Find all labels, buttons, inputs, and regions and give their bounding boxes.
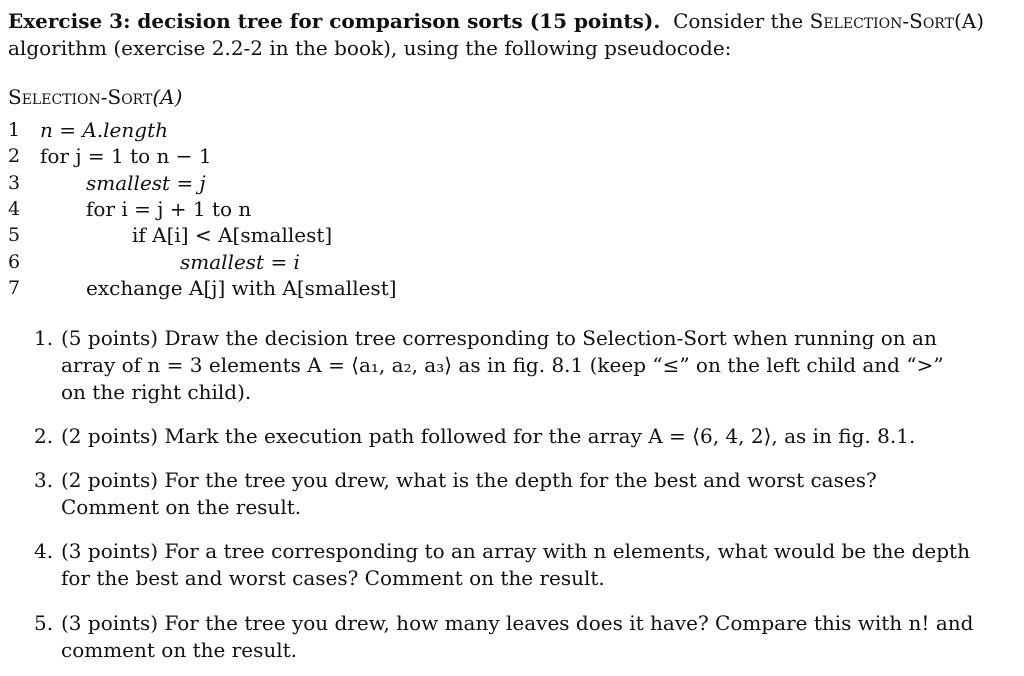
question-3 (34, 467, 974, 521)
intro-algo-arg: (A) (953, 9, 985, 33)
question-number: 2. (34, 424, 54, 448)
exercise-heading: Exercise 3: decision tree for comparison sorts (15 points). (8, 9, 661, 33)
line-number: 2 (8, 145, 21, 167)
code-line-2: for j = 1 to n − 1 (40, 144, 212, 168)
intro-text: Consider the (673, 9, 804, 33)
code-line-3: smallest = j (86, 171, 206, 195)
line-number: 1 (8, 119, 21, 141)
code-line-6: smallest = i (180, 250, 300, 274)
question-4 (34, 538, 974, 592)
intro-line-2: algorithm (exercise 2.2-2 in the book), using the following pseudocode: (8, 36, 732, 60)
pseudocode-title (8, 84, 182, 110)
question-text: (5 points) Draw the decision tree corresponding to Selection-Sort when running on an array of n = 3 elements A = ⟨a₁, a₂, a₃⟩ as in fig. 8.1 (keep “≤” on the left child and “>” on the right child). (61, 326, 944, 404)
code-line-7: exchange A[j] with A[smallest] (86, 276, 397, 300)
code-line-4: for i = j + 1 to n (86, 197, 252, 221)
intro-algo-name: Selection-Sort (809, 9, 954, 33)
question-number: 4. (34, 539, 54, 563)
code-line-1: n = A.length (40, 118, 168, 142)
question-1 (34, 325, 974, 406)
pseudocode-title-arg: (A) (152, 85, 183, 109)
line-number: 5 (8, 224, 21, 246)
exercise-intro (8, 8, 1008, 62)
line-number: 3 (8, 172, 21, 194)
question-2 (34, 423, 974, 450)
question-number: 1. (34, 326, 54, 350)
question-text: (2 points) Mark the execution path followed for the array A = ⟨6, 4, 2⟩, as in fig. 8.1. (61, 424, 916, 448)
pseudocode-title-name: Selection-Sort (8, 85, 153, 109)
question-text: (3 points) For the tree you drew, how many leaves does it have? Compare this with n! and comment on the result. (61, 611, 974, 662)
line-number: 4 (8, 198, 21, 220)
code-line-5: if A[i] < A[smallest] (132, 223, 333, 247)
question-number: 5. (34, 611, 54, 635)
line-number: 7 (8, 277, 21, 299)
line-number: 6 (8, 251, 21, 273)
question-5 (34, 610, 974, 664)
question-text: (2 points) For the tree you drew, what is the depth for the best and worst cases? Comment on the result. (61, 468, 877, 519)
question-text: (3 points) For a tree corresponding to an array with n elements, what would be the depth for the best and worst cases? Comment on the result. (61, 539, 970, 590)
question-number: 3. (34, 468, 54, 492)
